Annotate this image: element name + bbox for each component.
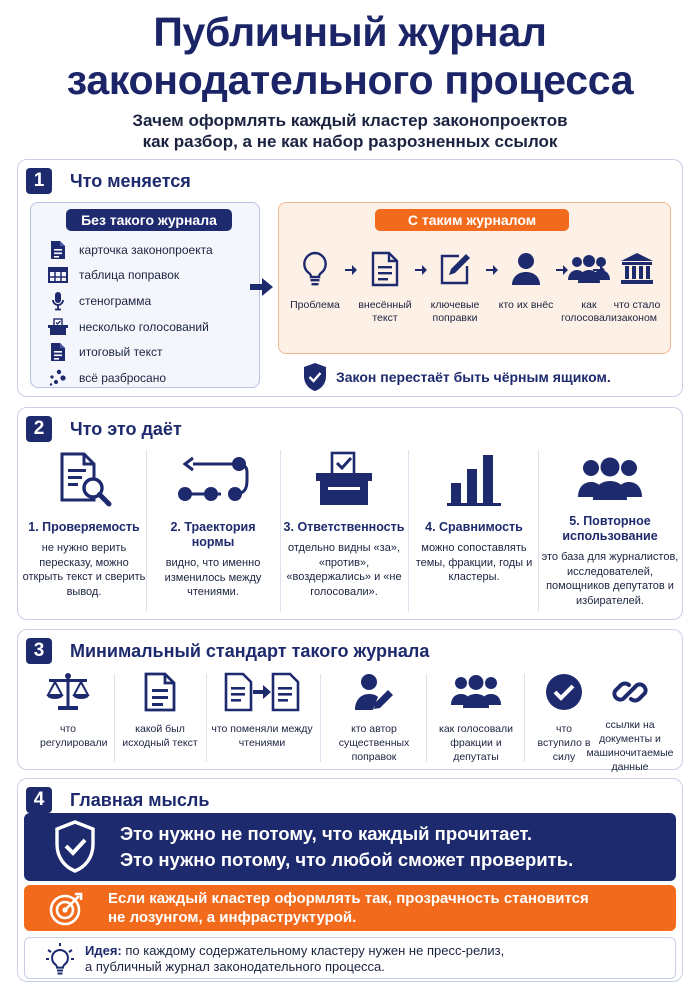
divider: [408, 450, 409, 612]
document-icon: [120, 670, 200, 714]
arrow-right-icon: [250, 277, 274, 297]
divider: [426, 674, 427, 762]
divider: [114, 674, 115, 762]
page-title: Публичный журнал законодательного процесса: [66, 9, 634, 103]
section-number: 3: [26, 638, 52, 664]
compare-documents-icon: [210, 670, 314, 714]
trajectory-icon: [148, 448, 278, 510]
idea-box: Идея: по каждому содержательному кластеру нужен не пресс-релиз, а публичный журнал законодательного процесса.: [24, 937, 676, 979]
section-title: Главная мысль: [70, 790, 210, 810]
list-item: всё разбросано: [47, 365, 213, 391]
document-icon: [47, 342, 69, 362]
section-minimum-standard: [17, 629, 683, 773]
benefit-item: 1. Проверяемость не нужно верить пересказу, можно открыть текст и сверить вывод.: [22, 448, 146, 616]
flow-step: ключевые поправки: [423, 249, 487, 325]
lightbulb-icon: [283, 249, 347, 289]
divider: [146, 450, 147, 612]
without-journal-label: Без такого журнала: [66, 209, 232, 231]
group-icon: [428, 670, 524, 714]
conclusion-line: Закон перестаёт быть чёрным ящиком.: [302, 362, 611, 392]
infrastructure-banner: Если каждый кластер оформлять так, прозрачность становится не лозунгом, а инфраструктурой.: [24, 885, 676, 931]
section-title: Что меняется: [70, 171, 191, 191]
main-message-banner: Это нужно не потому, что каждый прочитает. Это нужно потому, что любой сможет проверить.: [24, 813, 676, 881]
lightbulb-icon: [45, 942, 75, 976]
section-main-idea: [17, 778, 683, 982]
divider: [280, 450, 281, 612]
microphone-icon: [47, 291, 69, 311]
edit-icon: [423, 249, 487, 289]
ballot-box-icon: [47, 317, 69, 337]
list-item: стенограмма: [47, 288, 213, 314]
scattered-dots-icon: [47, 368, 69, 388]
flow-step: Проблема: [283, 249, 347, 312]
section-title: Минимальный стандарт такого журнала: [70, 641, 430, 661]
divider: [524, 674, 525, 762]
benefit-item: 4. Сравнимость можно сопоставлять темы, фракции, годы и кластеры.: [410, 448, 538, 616]
standard-item: что поменяли между чтениями: [210, 670, 314, 750]
document-icon: [353, 249, 417, 289]
divider: [538, 450, 539, 612]
standard-item: кто автор существенных поправок: [324, 670, 424, 764]
process-flow: [279, 249, 672, 339]
scales-icon: [28, 670, 108, 714]
institution-icon: [605, 249, 669, 289]
bar-chart-icon: [410, 448, 538, 510]
benefit-item: 5. Повторное использование это база для журналистов, исследователей, помощников депутатов и избирателей.: [540, 448, 680, 616]
standard-item: что вступило в силу: [526, 670, 602, 764]
page-subtitle: Зачем оформлять каждый кластер законопроектов как разбор, а не как набор разрозненных ссылок: [132, 111, 568, 151]
section-what-changes: [17, 159, 683, 397]
document-icon: [47, 240, 69, 260]
flow-step: внесённый текст: [353, 249, 417, 325]
shield-check-icon: [54, 820, 96, 874]
list-item: таблица поправок: [47, 263, 213, 289]
standard-item: какой был исходный текст: [120, 670, 200, 750]
list-item: итоговый текст: [47, 339, 213, 365]
divider: [320, 674, 321, 762]
link-icon: [578, 670, 682, 714]
arrow-right-icon: [593, 265, 605, 275]
divider: [206, 674, 207, 762]
ballot-box-icon: [282, 448, 406, 510]
list-item: несколько голосований: [47, 314, 213, 340]
standard-item: что регулировали: [28, 670, 108, 750]
target-icon: [48, 891, 84, 927]
flow-step: кто их внёс: [494, 249, 558, 312]
with-journal-label: С таким журналом: [375, 209, 569, 231]
section-title: Что это даёт: [70, 419, 182, 439]
section-number: 1: [26, 168, 52, 194]
without-journal-panel: [30, 202, 260, 388]
table-icon: [47, 265, 69, 285]
section-benefits: [17, 407, 683, 620]
benefit-item: 3. Ответственность отдельно видны «за», «против», «воздержались» и «не голосовали».: [282, 448, 406, 616]
standard-item: как голосовали фракции и депутаты: [428, 670, 524, 764]
shield-check-icon: [302, 362, 328, 392]
without-journal-list: [47, 237, 213, 391]
flow-step: что стало законом: [605, 249, 669, 325]
list-item: карточка законопроекта: [47, 237, 213, 263]
section-number: 2: [26, 416, 52, 442]
flow-step: как голосовали: [534, 249, 644, 325]
document-search-icon: [22, 448, 146, 510]
author-edit-icon: [324, 670, 424, 714]
section-number: 4: [26, 787, 52, 813]
group-icon: [540, 448, 680, 510]
benefit-item: 2. Траектория нормы видно, что именно изменилось между чтениями.: [148, 448, 278, 616]
standard-item: ссылки на документы и машиночитаемые данные: [578, 670, 682, 774]
with-journal-panel: [278, 202, 671, 354]
